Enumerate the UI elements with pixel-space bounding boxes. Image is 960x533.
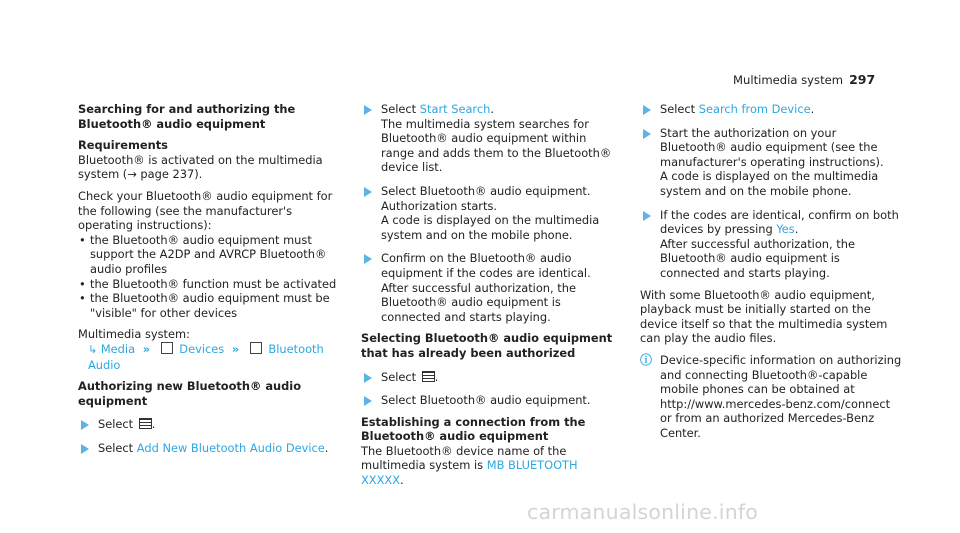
step-marker-icon	[81, 420, 89, 430]
step: Select .	[361, 370, 623, 385]
header-title: Multimedia system	[733, 73, 844, 87]
device-icon	[161, 342, 173, 354]
step: Select Add New Bluetooth Audio Device.	[78, 441, 348, 456]
path-arrow-icon: ↳	[88, 342, 98, 356]
step: Confirm on the Bluetooth® audio equipment if the codes are identical. After successful authorization, the Bluetooth® audio equipment is connected and starts playing.	[361, 251, 623, 324]
menu-path-media: Media	[100, 341, 136, 356]
menu-path-bluetooth-audio: Bluetooth Audio	[88, 341, 324, 372]
chevron-right-icon: »	[142, 341, 149, 356]
menu-path	[78, 342, 348, 372]
step: If the codes are identical, confirm on both devices by pressing Yes. After successful authorization, the Bluetooth® audio equipment is connected and starts playing.	[640, 208, 902, 281]
step-marker-icon	[643, 211, 651, 221]
menu-item-label: Yes	[776, 222, 795, 237]
page-number: 297	[849, 72, 876, 87]
subsection-heading: Establishing a connection from the Bluetooth® audio equipment	[361, 414, 586, 444]
step: Select Start Search. The multimedia system searches for Bluetooth® audio equipment within range and adds them to the Bluetooth® device list.	[361, 102, 623, 175]
list-item: • the Bluetooth® audio equipment must support the A2DP and AVRCP Bluetooth® audio profiles	[78, 233, 348, 277]
page-header	[733, 73, 913, 88]
paragraph: The Bluetooth® device name of the multimedia system is MB BLUETOOTH XXXXX.	[361, 443, 578, 488]
step-marker-icon	[364, 254, 372, 264]
menu-item-label: Start Search	[419, 102, 491, 116]
column-2	[361, 102, 623, 488]
requirements-text: Bluetooth® is activated on the multimedia system (→ page 237).	[78, 152, 323, 182]
menu-icon	[139, 418, 152, 429]
subsection-heading: Authorizing new Bluetooth® audio equipment	[78, 379, 302, 408]
paragraph: With some Bluetooth® audio equipment, playback must be initially started on the device itself so that the multimedia system can play the audio files.	[640, 287, 888, 346]
step-marker-icon	[81, 444, 89, 454]
step: Select Search from Device.	[640, 102, 902, 117]
subsection-heading: Selecting Bluetooth® audio equipment that has already been authorized	[361, 331, 613, 360]
note: ⓘ Device-specific information on authorizing and connecting Bluetooth®-capable mobile phones can be obtained at http://www.mercedes-benz.com/connect or from an authorized Mercedes-Benz Center.	[640, 352, 902, 440]
step: Select Bluetooth® audio equipment.	[361, 393, 623, 408]
step-marker-icon	[364, 105, 372, 115]
menu-item-label: Search from Device	[698, 102, 811, 116]
step-marker-icon	[643, 129, 651, 139]
menu-path-devices: Devices	[179, 341, 225, 356]
step-marker-icon	[364, 187, 372, 197]
column-3	[640, 102, 902, 440]
column-1	[78, 102, 348, 455]
step-marker-icon	[364, 373, 372, 383]
info-icon: ⓘ	[640, 352, 653, 367]
bluetooth-audio-icon	[250, 342, 262, 354]
step: Start the authorization on your Bluetooth® audio equipment (see the manufacturer's operating instructions). A code is displayed on the multimedia system and on the mobile phone.	[640, 126, 902, 199]
step: Select .	[78, 417, 348, 432]
multimedia-system-label: Multimedia system:	[78, 327, 190, 342]
step: Select Bluetooth® audio equipment. Authorization starts. A code is displayed on the multimedia system and on the mobile phone.	[361, 184, 623, 242]
list-item: • the Bluetooth® audio equipment must be "visible" for other devices	[78, 291, 348, 320]
section-heading: Searching for and authorizing the Bluetooth® audio equipment	[78, 102, 296, 131]
menu-icon	[422, 371, 435, 382]
step-marker-icon	[643, 105, 651, 115]
device-name: MB BLUETOOTH XXXXX	[361, 458, 578, 488]
requirements-heading: Requirements	[78, 138, 168, 153]
menu-item-label: Add New Bluetooth Audio Device	[136, 440, 325, 455]
list-item: • the Bluetooth® function must be activated	[78, 277, 348, 292]
step-marker-icon	[364, 396, 372, 406]
chevron-right-icon: »	[231, 341, 238, 356]
check-text: Check your Bluetooth® audio equipment for the following (see the manufacturer's operating instructions):	[78, 188, 333, 233]
watermark: carmanualsonline.info	[527, 500, 759, 524]
